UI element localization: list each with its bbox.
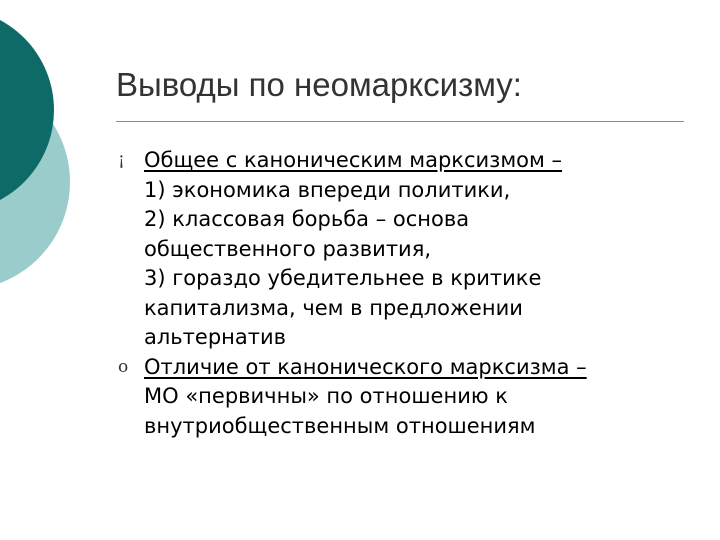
bullet-line: 1) экономика впереди политики, [144, 177, 511, 202]
small-o-icon: o [118, 356, 129, 377]
slide-title: Выводы по неомарксизму: [116, 66, 522, 103]
bullet-item-1 [118, 146, 688, 353]
title-divider [116, 121, 684, 122]
bullet-line: альтернатив [144, 325, 287, 349]
bullet-line: внутриобщественным отношениям [144, 413, 536, 438]
bullet-line: Общее с каноническим марксизмом – [144, 148, 563, 172]
bullet-list [118, 146, 688, 441]
bullet-line: Отличие от канонического марксизма – [144, 354, 587, 379]
decorative-circles [0, 0, 130, 290]
bullet-line: МО «первичны» по отношению к [144, 384, 508, 408]
bullet-line: 2) классовая борьба – основа [144, 207, 470, 231]
bullet-line: капитализма, чем в предложении [144, 295, 523, 320]
bullet-item-2 [118, 353, 688, 442]
bullet-line: общественного развития, [144, 236, 432, 261]
bullet-line: 3) гораздо убедительнее в критике [144, 266, 542, 290]
hollow-circle-icon: ¡ [118, 150, 125, 170]
